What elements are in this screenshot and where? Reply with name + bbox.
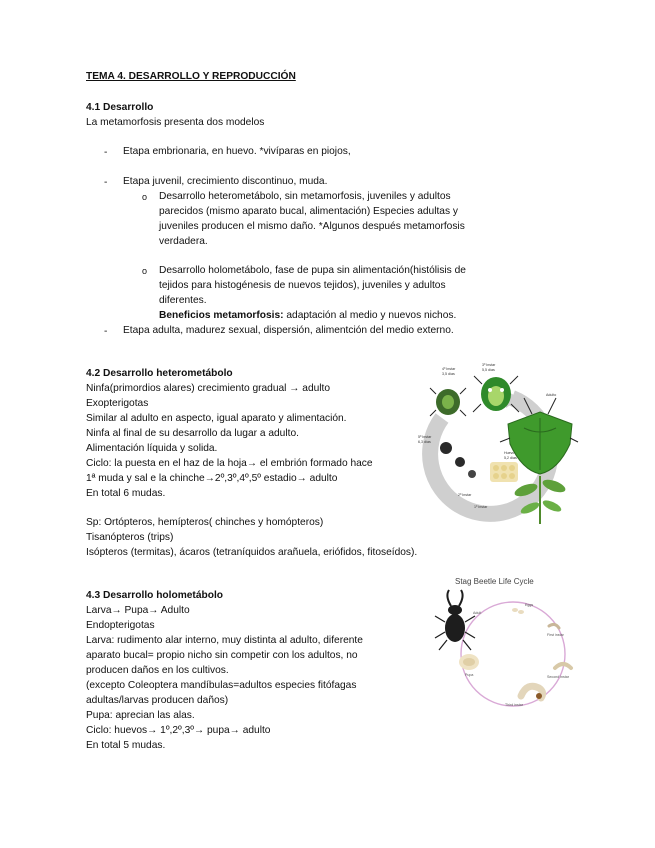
label-4th-instar: 4º Instar	[442, 367, 456, 371]
section-2-heading: 4.2 Desarrollo heterometábolo	[86, 368, 233, 379]
sub-hetero-line: juveniles producen el mismo daño. *Algunos después metamorfosis	[159, 221, 465, 232]
beetle-figure-title: Stag Beetle Life Cycle	[455, 577, 534, 586]
section-3-line: producen daños en los cultivos.	[86, 665, 229, 676]
section-2-line: Exopterigotas	[86, 398, 149, 409]
section-2-line: Ninfa al final de su desarrollo da lugar a adulto.	[86, 428, 299, 439]
label-egg-days: 5,2 días	[504, 456, 517, 460]
sub-hetero-line: Desarrollo heterometábolo, sin metamorfosis, juveniles y adultos	[159, 191, 451, 202]
bullet-juvenile: Etapa juvenil, crecimiento discontinuo, muda.	[123, 176, 328, 187]
label-1st-instar: 1º Instar	[474, 505, 488, 509]
label-first-instar: First instar	[547, 633, 564, 637]
bullet-embryonic: Etapa embrionaria, en huevo. *vivíparas en piojos,	[123, 146, 351, 157]
pupa-icon	[459, 654, 479, 670]
circle-bullet-icon: o	[142, 266, 148, 276]
stag-beetle-life-cycle-figure	[425, 570, 585, 720]
label-third-instar: Third instar	[505, 703, 523, 707]
sub-holo-line: diferentes.	[159, 295, 207, 306]
label-3rd-instar-days: 5,5 días	[482, 368, 495, 372]
bullet-adult: Etapa adulta, madurez sexual, dispersión, alimentción del medio externo.	[123, 325, 454, 336]
beetle-eggs-icon	[512, 608, 524, 614]
species-line: Sp: Ortópteros, hemípteros( chinches y homópteros)	[86, 517, 324, 528]
benefits-label: Beneficios metamorfosis:	[159, 310, 284, 321]
label-egg: Huevo	[504, 451, 515, 455]
section-2-line: En total 6 mudas.	[86, 488, 166, 499]
section-3-heading: 4.3 Desarrollo holometábolo	[86, 590, 223, 601]
section-3-line: Pupa: aprecian las alas.	[86, 710, 195, 721]
section-3-line: adultas/larvas producen daños)	[86, 695, 229, 706]
section-3-line: En total 5 mudas.	[86, 740, 166, 751]
bullet-dash: -	[104, 147, 108, 158]
label-pupa: Pupa	[465, 673, 474, 677]
circle-bullet-icon: o	[142, 192, 148, 202]
stinkbug-life-cycle-figure	[412, 358, 580, 528]
section-1-heading: 4.1 Desarrollo	[86, 102, 154, 113]
section-3-line: Larva→ Pupa→ Adulto	[86, 605, 190, 616]
section-3-line: (excepto Coleoptera mandíbulas=adultos especies fitófagas	[86, 680, 357, 691]
section-3-line: Ciclo: huevos→ 1º,2º,3º→ pupa→ adulto	[86, 725, 271, 736]
first-instar-larva-icon	[549, 624, 559, 628]
sub-holo-line: Desarrollo holometábolo, fase de pupa sin alimentación(histólisis de	[159, 265, 466, 276]
label-2nd-instar: 2º Instar	[458, 493, 472, 497]
section-2-line: Similar al adulto en aspecto, igual aparato y alimentación.	[86, 413, 347, 424]
label-eggs: Eggs	[525, 603, 534, 607]
section-2-line: Ninfa(primordios alares) crecimiento gradual → adulto	[86, 383, 331, 394]
egg-cluster-icon	[490, 462, 518, 482]
bullet-dash: -	[104, 177, 108, 188]
label-4th-instar-days: 3,5 días	[442, 372, 455, 376]
section-2-line: Ciclo: la puesta en el haz de la hoja→ el embrión formado hace	[86, 458, 373, 469]
section-3-line: Endopterigotas	[86, 620, 155, 631]
document-title: TEMA 4. DESARROLLO Y REPRODUCCIÓN	[86, 71, 296, 82]
sub-hetero-line: verdadera.	[159, 236, 208, 247]
section-2-line: Alimentación líquida y solida.	[86, 443, 218, 454]
label-5th-instar-days: 6,3 días	[418, 440, 431, 444]
section-3-line: Larva: rudimento alar interno, muy distinta al adulto, diferente	[86, 635, 363, 646]
label-adult: Adult	[473, 611, 482, 615]
bullet-dash: -	[104, 326, 108, 337]
species-line: Tisanópteros (trips)	[86, 532, 174, 543]
benefits-line	[159, 309, 456, 324]
sub-holo-line: tejidos para histogénesis de nuevos tejidos), juveniles y adultos	[159, 280, 446, 291]
label-adult: Adulto	[546, 393, 557, 397]
benefits-text: adaptación al medio y nuevos nichos.	[283, 310, 457, 321]
species-line: Isópteros (termitas), ácaros (tetraníquidos arañuela, eriófidos, fitoseídos).	[86, 547, 418, 558]
cycle-circle	[461, 602, 565, 706]
section-2-line: 1ª muda y sal e la chinche→2º,3º,4º,5º estadio→ adulto	[86, 473, 338, 484]
section-1-intro: La metamorfosis presenta dos modelos	[86, 117, 265, 128]
stag-beetle-icon	[435, 590, 475, 650]
small-nymph-icon	[440, 442, 476, 478]
label-second-instar: Second instar	[547, 675, 569, 679]
label-3rd-instar: 3º Instar	[482, 363, 496, 367]
section-3-line: aparato bucal= propio nicho sin competir con los adultos, no	[86, 650, 358, 661]
label-5th-instar: 5º Instar	[418, 435, 432, 439]
nymph-icon	[430, 388, 466, 416]
third-instar-larva-icon	[521, 686, 543, 699]
sub-hetero-line: parecidos (mismo aparato bucal, alimentación) Especies adultas y	[159, 206, 458, 217]
